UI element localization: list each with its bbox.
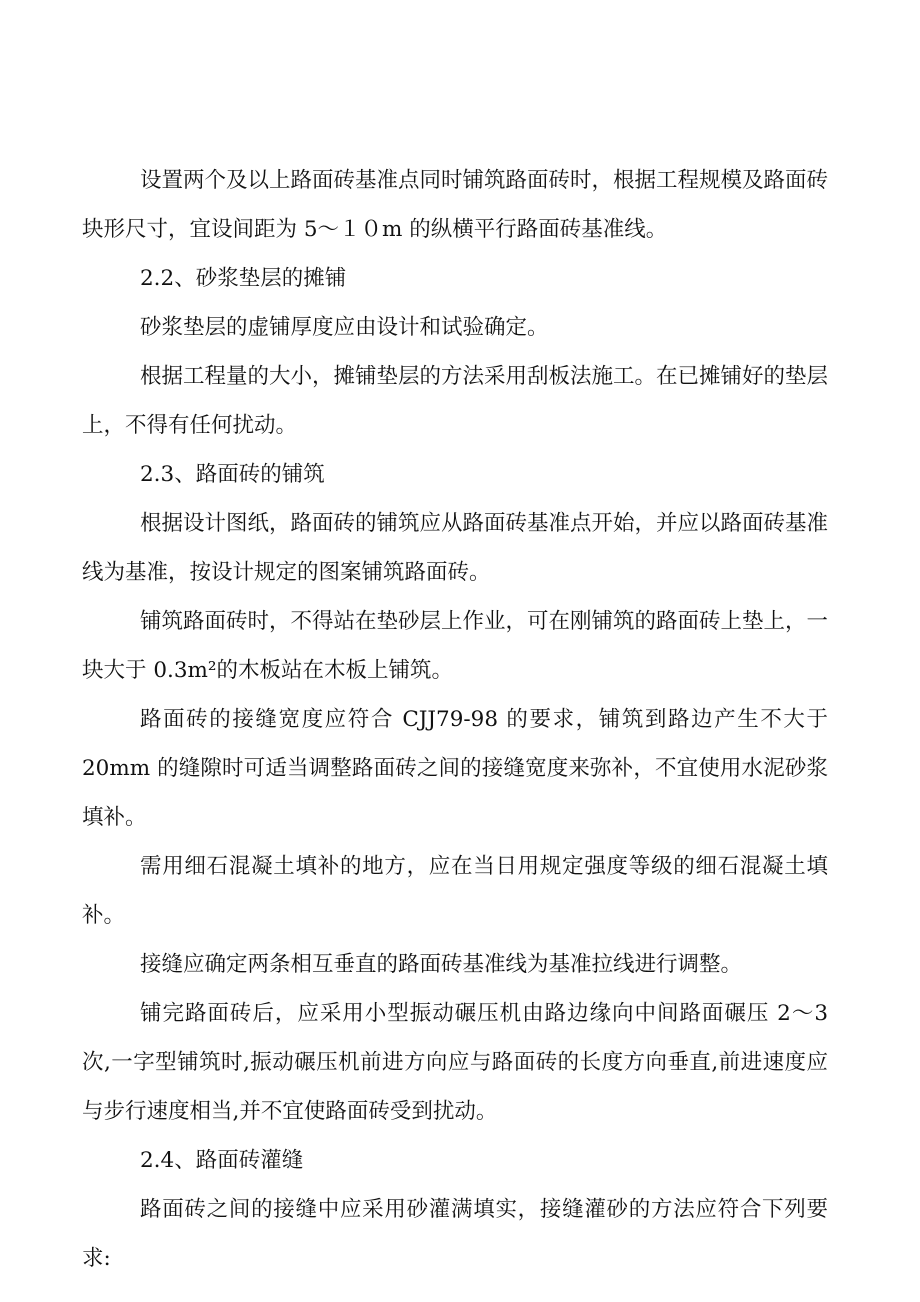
paragraph-joint-adjust: 接缝应确定两条相互垂直的路面砖基准线为基准拉线进行调整。 — [140, 952, 743, 977]
document-body — [82, 156, 828, 1283]
paragraph-laying-start: 根据设计图纸，路面砖的铺筑应从路面砖基准点开始，并应以路面砖基准线为基准，按设计规定的图案铺筑路面砖。 — [82, 511, 829, 585]
paragraph-screed-method: 根据工程量的大小，摊铺垫层的方法采用刮板法施工。在已摊铺好的垫层上，不得有任何扰动。 — [82, 364, 829, 438]
paragraph-joint-width: 路面砖的接缝宽度应符合 CJJ79-98 的要求，铺筑到路边产生不大于 20mm 的缝隙时可适当调整路面砖之间的接缝宽度来弥补，不宜使用水泥砂浆填补。 — [82, 707, 828, 830]
heading-2-2: 2.2、砂浆垫层的摊铺 — [140, 266, 347, 291]
paragraph-concrete-fill: 需用细石混凝土填补的地方，应在当日用规定强度等级的细石混凝土填补。 — [82, 854, 828, 928]
heading-2-4: 2.4、路面砖灌缝 — [140, 1148, 304, 1173]
paragraph-compaction: 铺完路面砖后，应采用小型振动碾压机由路边缘向中间路面碾压 2～3 次,一字型铺筑时,振动碾压机前进方向应与路面砖的长度方向垂直,前进速度应与步行速度相当,并不宜使路面砖受到扰动。 — [82, 1001, 828, 1124]
paragraph-sand-filling: 路面砖之间的接缝中应采用砂灌满填实，接缝灌砂的方法应符合下列要求: — [82, 1197, 828, 1271]
paragraph-board-standing: 铺筑路面砖时，不得站在垫砂层上作业，可在刚铺筑的路面砖上垫上，一块大于 0.3m²的木板站在木板上铺筑。 — [82, 609, 829, 683]
paragraph-benchmark-lines: 设置两个及以上路面砖基准点同时铺筑路面砖时，根据工程规模及路面砖块形尺寸，宜设间距为 5～１０m 的纵横平行路面砖基准线。 — [82, 168, 829, 242]
paragraph-mortar-thickness: 砂浆垫层的虚铺厚度应由设计和试验确定。 — [140, 315, 549, 340]
heading-2-3: 2.3、路面砖的铺筑 — [140, 462, 325, 487]
